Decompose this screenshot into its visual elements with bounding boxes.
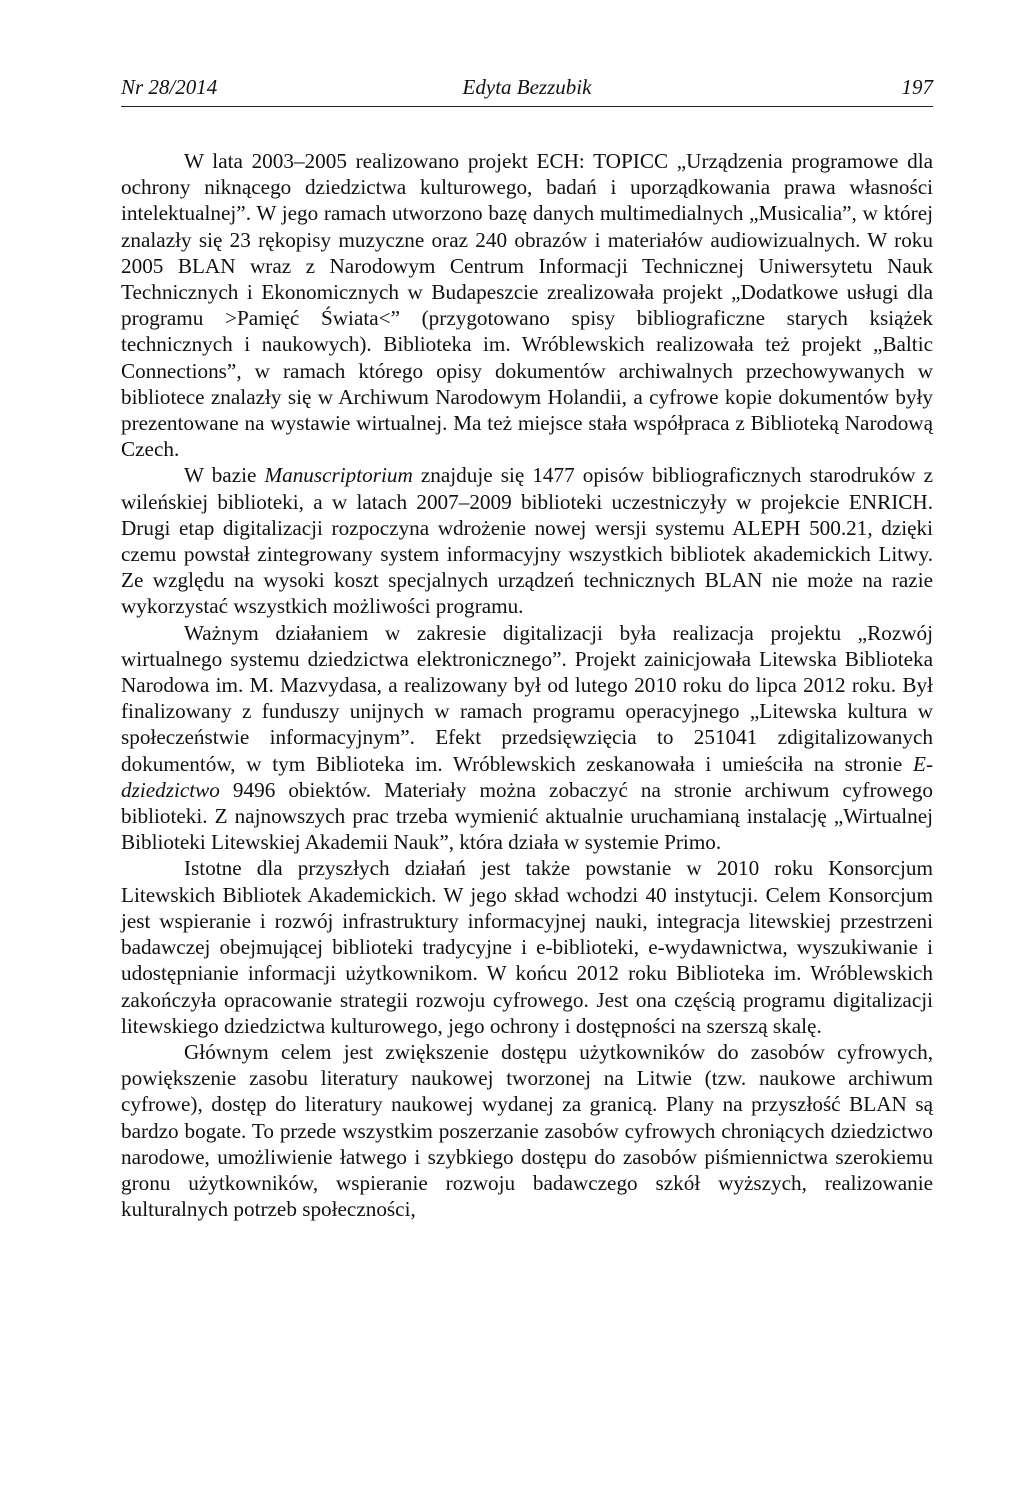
article-body [121, 148, 933, 1222]
running-header [121, 72, 933, 107]
paragraph-text-start: W bazie [184, 463, 265, 488]
paragraph-consortium: Istotne dla przyszłych działań jest także powstanie w 2010 roku Konsorcjum Litewskich Bibliotek Akademickich. W jego skład wchodzi 40 instytucji. Celem Konsorcjum jest wspieranie i rozwój infrastruktury informacyjnej nauki, integracja litewskiej przestrzeni badawczej obejmującej biblioteki tradycyjne i e-biblioteki, e-wydawnictwa, wyszukiwanie i udostępnianie informacji użytkownikom. W końcu 2012 roku Biblioteka im. Wróblewskich zakończyła opracowanie strategii rozwoju cyfrowego. Jest ona częścią programu digitalizacji litewskiego dziedzictwa kulturowego, jego ochrony i dostępności na szerszą skalę. [121, 856, 933, 1038]
journal-issue: Nr 28/2014 [121, 75, 218, 99]
emphasized-title: E-dziedzictwo [121, 751, 933, 802]
paragraph-text-end: 9496 obiektów. Materiały można zobaczyć na stronie archiwum cyfrowego biblioteki. Z najnowszych prac trzeba wymienić aktualnie uruchamianą instalację „Wirtualnej Biblioteki Litewskiej Akademii Nauk”, która działa w systemie Primo. [121, 777, 933, 855]
page-number: 197 [901, 75, 933, 99]
paragraph-manuscriptorium [121, 462, 933, 619]
paragraph-text-start: Ważnym działaniem w zakresie digitalizacji była realizacja projektu „Rozwój wirtualnego systemu dziedzictwa elektronicznego”. Projekt zainicjowała Litewska Biblioteka Narodowa im. M. Mazvydasa, a realizowany był od lutego 2010 roku do lipca 2012 roku. Był finalizowany z funduszy unijnych w ramach programu operacyjnego „Litewska kultura w społeczeństwie informacyjnym”. Efekt przedsięwzięcia to 251041 zdigitalizowanych dokumentów, w tym Biblioteka im. Wróblewskich zeskanowała i umieściła na stronie [121, 620, 933, 776]
emphasized-title: Manuscriptorium [264, 463, 413, 488]
paragraph-main-goal: Głównym celem jest zwiększenie dostępu użytkowników do zasobów cyfrowych, powiększenie zasobu literatury naukowej tworzonej na Litwie (tzw. naukowe archiwum cyfrowe), dostęp do literatury naukowej wydanej za granicą. Plany na przyszłość BLAN są bardzo bogate. To przede wszystkim poszerzanie zasobów cyfrowych chroniących dziedzictwo narodowe, umożliwienie łatwego i szybkiego dostępu do zasobów piśmiennictwa szerokiemu gronu użytkowników, wspieranie rozwoju badawczego szkół wyższych, realizowanie kulturalnych potrzeb społeczności, [121, 1039, 933, 1222]
paragraph-text-end: znajduje się 1477 opisów bibliograficznych starodruków z wileńskiej biblioteki, a w latach 2007–2009 biblioteki uczestniczyły w projekcie ENRICH. Drugi etap digitalizacji rozpoczyna wdrożenie nowej wersji systemu ALEPH 500.21, dzięki czemu powstał zintegrowany system informacyjny wszystkich bibliotek akademickich Litwy. Ze względu na wysoki koszt specjalnych urządzeń technicznych BLAN nie może na razie wykorzystać wszystkich możliwości programu. [121, 463, 933, 619]
article-author: Edyta Bezzubik [462, 75, 592, 99]
paragraph-digitalization-project [121, 620, 933, 856]
paragraph-ech-topicc: W lata 2003–2005 realizowano projekt ECH: TOPICC „Urządzenia programowe dla ochrony niknącego dziedzictwa kulturowego, badań i uporządkowania prawa własności intelektualnej”. W jego ramach utworzono bazę danych multimedialnych „Musicalia”, w której znalazły się 23 rękopisy muzyczne oraz 240 obrazów i materiałów audiowizualnych. W roku 2005 BLAN wraz z Narodowym Centrum Informacji Technicznej Uniwersytetu Nauk Technicznych i Ekonomicznych w Budapeszcie zrealizowała projekt „Dodatkowe usługi dla programu >Pamięć Świata<” (przygotowano spisy bibliograficzne starych książek technicznych i naukowych). Biblioteka im. Wróblewskich realizowała też projekt „Baltic Connections”, w ramach którego opisy dokumentów archiwalnych przechowywanych w bibliotece znalazły się w Archiwum Narodowym Holandii, a cyfrowe kopie dokumentów były prezentowane na wystawie wirtualnej. Ma też miejsce stała współpraca z Biblioteką Narodową Czech. [121, 149, 933, 462]
